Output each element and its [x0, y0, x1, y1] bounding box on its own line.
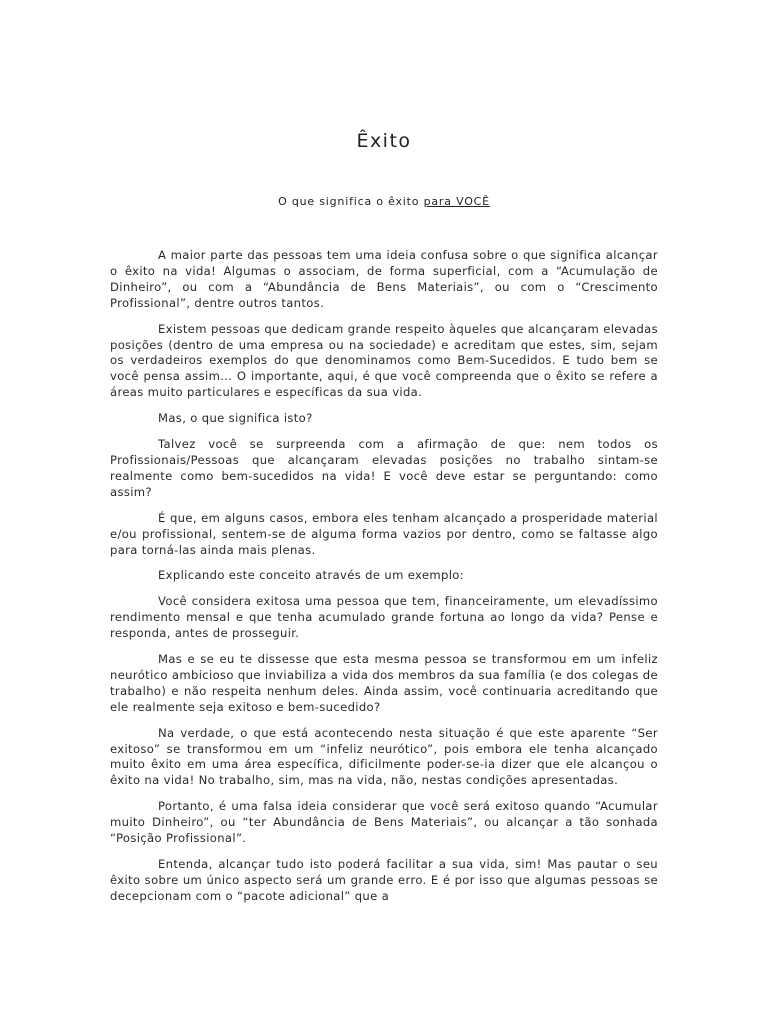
document-body: [110, 248, 658, 915]
paragraph: Na verdade, o que está acontecendo nesta situação é que este aparente “Ser exitoso” se transformou em um “infeliz neurótico”, pois embora ele tenha alcançado muito êxito em uma área específica, dificilmente poder-se-ia dizer que ele alcançou o êxito na vida! No trabalho, sim, mas na vida, não, nestas condições apresentadas.: [110, 725, 658, 788]
paragraph: É que, em alguns casos, embora eles tenham alcançado a prosperidade material e/ou profissional, sentem-se de alguma forma vazios por dentro, como se faltasse algo para torná-las ainda mais plenas.: [110, 510, 658, 557]
subtitle-emphasis: para VOCÊ: [423, 195, 490, 208]
paragraph: Talvez você se surpreenda com a afirmação de que: nem todos os Profissionais/Pessoas que alcançaram elevadas posições no trabalho sintam-se realmente como bem-sucedidos na vida! E você deve estar se perguntando: como assim?: [110, 437, 658, 499]
subtitle-text: O que significa o êxito: [278, 195, 424, 208]
page-subtitle: [0, 195, 768, 208]
page-title: Êxito: [356, 130, 412, 152]
paragraph: Entenda, alcançar tudo isto poderá facilitar a sua vida, sim! Mas pautar o seu êxito sobre um único aspecto será um grande erro. E é por isso que algumas pessoas se decepcionam com o “pacote adicional” que a: [110, 857, 658, 903]
paragraph: A maior parte das pessoas tem uma ideia confusa sobre o que significa alcançar o êxito na vida! Algumas o associam, de forma superficial, com a “Acumulação de Dinheiro”, ou com a “Abundância de Bens Materiais”, ou com o “Crescimento Profissional”, dentre outros tantos.: [110, 248, 658, 310]
paragraph: Mas e se eu te dissesse que esta mesma pessoa se transformou em um infeliz neurótico ambicioso que inviabiliza a vida dos membros da sua família (e dos colegas de trabalho) e não respeita nenhum deles. Ainda assim, você continuaria acreditando que ele realmente seja exitoso e bem-sucedido?: [110, 652, 658, 714]
paragraph: Mas, o que significa isto?: [158, 411, 313, 426]
paragraph: Explicando este conceito através de um exemplo:: [158, 568, 464, 583]
paragraph: Existem pessoas que dedicam grande respeito àqueles que alcançaram elevadas posições (dentro de uma empresa ou na sociedade) e acreditam que estes, sim, sejam os verdadeiros exemplos do que denominamos como Bem-Sucedidos. E tudo bem se você pensa assim... O importante, aqui, é que você compreenda que o êxito se refere a áreas muito particulares e específicas da sua vida.: [110, 321, 658, 400]
paragraph: Portanto, é uma falsa ideia considerar que você será exitoso quando “Acumular muito Dinheiro”, ou “ter Abundância de Bens Materiais”, ou alcançar a tão sonhada “Posição Profissional”.: [110, 799, 658, 846]
paragraph: Você considera exitosa uma pessoa que tem, financeiramente, um elevadíssimo rendimento mensal e que tenha acumulado grande fortuna ao longo da vida? Pense e responda, antes de prosseguir.: [110, 594, 658, 641]
